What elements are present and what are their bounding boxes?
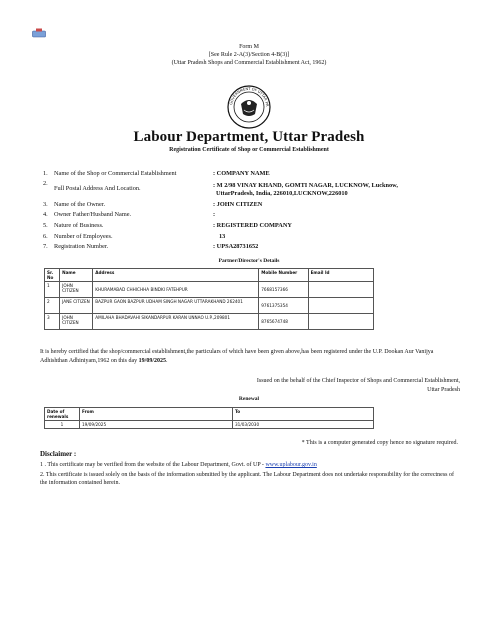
table-row: 1 JOHN CITIZEN KHURAMABAD CHHICHHA BINDKI FATEHPUR 7668157366 [45, 282, 374, 298]
column-header: Name [60, 269, 93, 282]
disclaimer-line-2: 2. This certificate is issued solely on the basis of the information submitted by the applicant. The Labour Department does not undertake responsibility for the correctness of the information contained herein. [40, 472, 455, 487]
renewal-table [44, 407, 374, 429]
act-reference: (Uttar Pradesh Shops and Commercial Establishment Act, 1962) [171, 60, 327, 66]
table-header-row [45, 408, 374, 421]
table-row: 1 19/09/2025 31/03/2030 [45, 421, 374, 429]
table-header-row [45, 269, 374, 282]
disclaimer-heading: Disclaimer : [40, 450, 77, 458]
partners-heading: Partner/Director's Details [218, 258, 280, 264]
column-header: Address [93, 269, 259, 282]
registration-date: 19/09/2025 [138, 357, 167, 364]
table-row: 3 JOHN CITIZEN AMILAHA BHADAVAHI SIKANDARPUR KARAN UNNAO U.P.,209801 8765674748 [45, 314, 374, 330]
form-header [0, 43, 498, 67]
column-header: To [233, 408, 374, 421]
corner-logo-icon [32, 25, 46, 35]
disclaimer-line-1: 1 . This certificate may be verified from the website of the Labour Department, Govt. of UP - www.uplabour.gov.in [40, 462, 317, 468]
computer-generated-note: * This is a computer generated copy hence no signature required. [301, 440, 458, 446]
column-header: Email Id [308, 269, 373, 282]
column-header: Mobile Number [259, 269, 308, 282]
column-header: Sr. No [45, 269, 60, 282]
emblem-text: GOVERNMENT OF UTTAR PR [229, 86, 270, 107]
form-name: Form M [239, 44, 259, 50]
rule-reference: [See Rule 2-A(3)/Section 4-B(3)] [208, 52, 290, 58]
renewal-heading: Renewal [238, 396, 260, 402]
column-header: Date of renewals [45, 408, 80, 421]
up-government-emblem-icon [226, 84, 272, 130]
column-header: From [80, 408, 233, 421]
page-title: Labour Department, Uttar Pradesh [133, 129, 365, 145]
uplabour-website-link[interactable]: www.uplabour.gov.in [265, 462, 317, 468]
certificate-subtitle: Registration Certificate of Shop or Commercial Establishment [169, 147, 329, 153]
issued-on-behalf: Issued on the behalf of the Chief Inspector of Shops and Commercial Establishment, Uttar Pradesh [256, 378, 460, 393]
certification-statement: It is hereby certified that the shop/commercial establishment,the particulars of which have been given above,has been registered under the U.P. Dookan Aur Vanijya Adhishthan Adhiniyam,1962 on this day 19/09/2025. [40, 349, 434, 364]
table-row: 2 JANE CITIZEN BAZPUR GAON BAZPUR UDHAM SINGH NAGAR UTTARAKHAND 262401 9761375354 [45, 298, 374, 314]
partners-table [44, 268, 374, 330]
